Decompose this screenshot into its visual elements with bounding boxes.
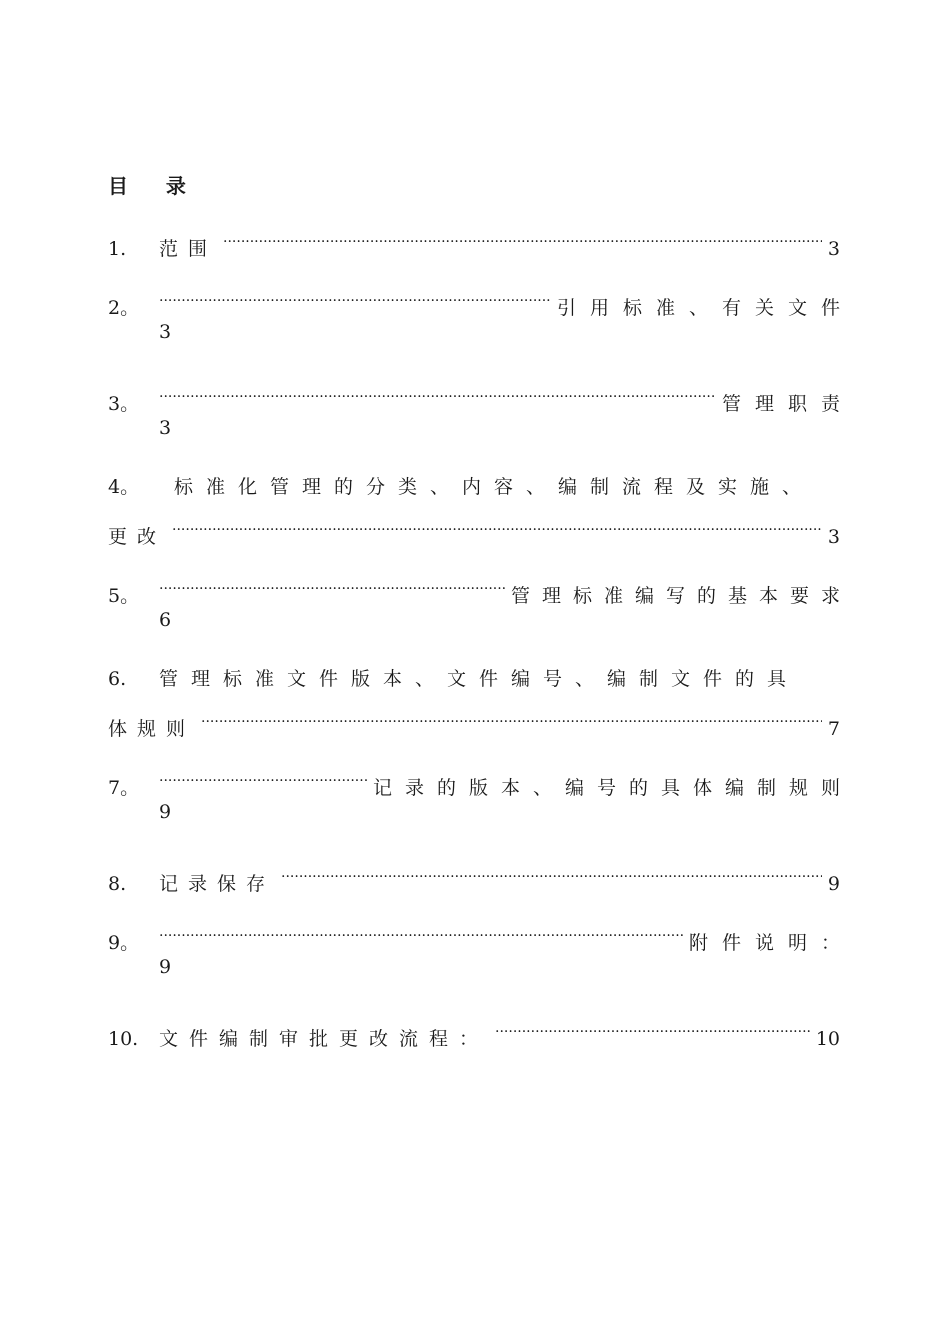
- toc-entry-page: 3: [159, 417, 172, 439]
- toc-entry-number: 6.: [108, 668, 127, 690]
- toc-entry-page: 3: [827, 526, 840, 548]
- toc-entry-5[interactable]: [108, 565, 852, 639]
- dot-leader: [159, 277, 551, 314]
- toc-entry-number: 1.: [108, 238, 127, 260]
- toc-entry-10[interactable]: [108, 1008, 840, 1050]
- toc-entry-text-line2: 体规则: [108, 718, 196, 740]
- dot-leader: [159, 373, 716, 410]
- toc-entry-4[interactable]: [108, 469, 840, 548]
- toc-entry-text: 附件说明：: [688, 932, 854, 954]
- dot-leader: [281, 853, 822, 890]
- dot-leader: [223, 218, 822, 255]
- toc-entry-6[interactable]: [108, 661, 840, 740]
- toc-entry-number: 3。: [108, 393, 140, 415]
- toc-entry-text: 文件编制审批更改流程：: [159, 1028, 490, 1050]
- toc-entry-page: 7: [827, 718, 840, 740]
- dot-leader: [201, 698, 822, 735]
- toc-entry-page: 3: [159, 321, 172, 343]
- toc-entry-number: 5。: [108, 585, 140, 607]
- dot-leader: [172, 506, 822, 543]
- toc-entry-text: 引用标准、有关文件: [556, 297, 854, 319]
- dot-leader: [159, 912, 683, 949]
- toc-entry-text: 范围: [159, 238, 218, 260]
- toc-title: 目 录: [108, 174, 188, 198]
- toc-entry-9[interactable]: [108, 912, 854, 986]
- toc-entry-2[interactable]: [108, 277, 854, 351]
- toc-entry-number: 10.: [108, 1028, 139, 1050]
- toc-entry-text: 管理标准编写的基本要求: [510, 585, 852, 607]
- dot-leader: [159, 757, 367, 794]
- toc-entry-text: 记录的版本、编号的具体编制规则: [372, 777, 853, 799]
- toc-entry-text: 管理职责: [721, 393, 854, 415]
- toc-entry-number: 4。: [108, 476, 140, 498]
- toc-entry-page: 6: [159, 609, 172, 631]
- toc-entry-page: 9: [827, 873, 840, 895]
- toc-list: [108, 218, 854, 1050]
- toc-entry-number: 2。: [108, 297, 140, 319]
- dot-leader: [495, 1008, 810, 1045]
- toc-entry-page: 10: [815, 1028, 840, 1050]
- toc-entry-page: 9: [159, 956, 172, 978]
- toc-entry-text-line1: 标准化管理的分类、内容、编制流程及实施、: [174, 476, 815, 498]
- toc-entry-number: 9。: [108, 932, 140, 954]
- toc-entry-7[interactable]: [108, 757, 853, 831]
- toc-entry-page: 9: [159, 801, 172, 823]
- toc-entry-3[interactable]: [108, 373, 854, 447]
- toc-entry-number: 8.: [108, 873, 127, 895]
- toc-entry-text-line1: 管理标准文件版本、文件编号、编制文件的具: [159, 668, 800, 690]
- toc-entry-number: 7。: [108, 777, 140, 799]
- toc-entry-text-line2: 更改: [108, 526, 167, 548]
- toc-entry-page: 3: [827, 238, 840, 260]
- toc-entry-text: 记录保存: [159, 873, 276, 895]
- toc-entry-8[interactable]: [108, 853, 840, 895]
- dot-leader: [159, 565, 505, 602]
- toc-entry-1[interactable]: [108, 218, 840, 260]
